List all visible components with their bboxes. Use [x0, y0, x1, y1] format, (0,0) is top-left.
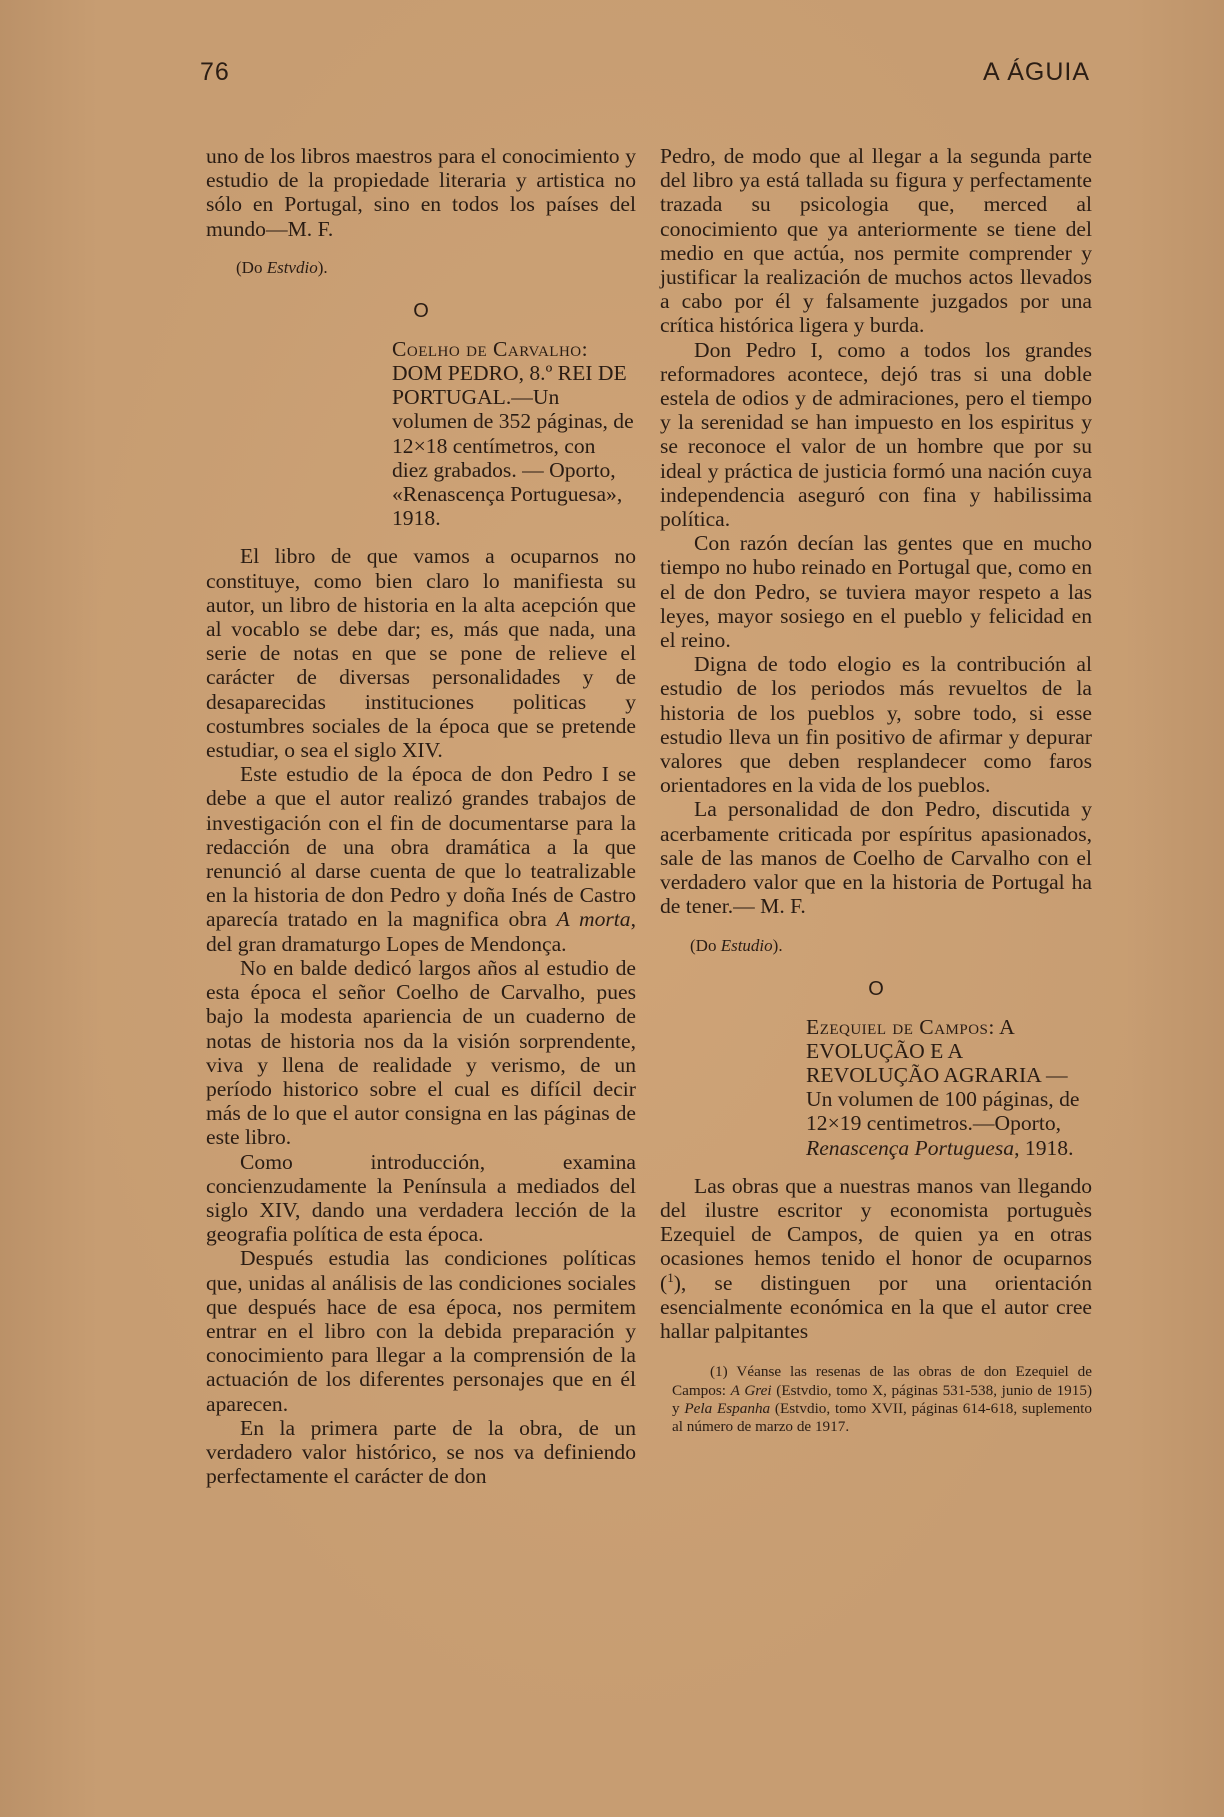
paragraph: No en balde dedicó largos años al estudio de esta época el señor Coelho de Carvalho, pues bajo la modesta apariencia de un cuaderno de notas de historia nos da la visión sorprendente, viva y llena de realidade y verismo, de un período historico sobre el cual es difícil decir más de lo que el autor consigna en las páginas de este libro. — [206, 955, 636, 1150]
review-details: DOM PEDRO, 8.º REI DE PORTUGAL.—Un volumen de 352 páginas, de 12×18 centímetros, con diez grabados. — Oporto, «Renascença Portuguesa», 1918. — [392, 361, 634, 531]
review-author: Coelho de Carvalho: — [392, 336, 589, 361]
right-column — [660, 144, 1092, 1437]
paragraph: Don Pedro I, como a todos los grandes reformadores acontece, dejó tras si una doble estela de odios y de admiraciones, pero el tiempo y la serenidad se han impuesto en los espiritus y se reconoce el valor de un hombre que por su ideal y práctica de justicia formó una nación cuya independencia aseguró con fina y habilissima política. — [660, 337, 1092, 532]
paragraph: Con razón decían las gentes que en mucho tiempo no hubo reinado en Portugal que, como en el de don Pedro, se tuviera mayor respeto a las leyes, mayor sosiego en el pueblo y felicidad en el reino. — [660, 531, 1092, 653]
review-details: , 1918. — [1014, 1135, 1074, 1160]
review-author: Ezequiel de Campos: — [806, 1014, 995, 1039]
footnote-reference: 1 — [667, 1269, 674, 1285]
footnote-text: Véanse las resenas de las obras de don Ezequiel de Campos: — [672, 1363, 1092, 1399]
footnote-work-title: A Grei — [730, 1381, 772, 1399]
paragraph-text: Este estudio de la época de don Pedro I se debe a que el autor realizó grandes trabajos de investigación con el fin de documentarse para la redacción de una obra dramática a la que renunció al darse cuenta de que lo teatralizable en la historia de don Pedro y doña Inés de Castro aparecía tratado en la magnifica obra — [206, 762, 636, 932]
section-separator: O — [868, 977, 884, 1000]
source-prefix: (Do — [236, 257, 267, 277]
source-title: Estvdio — [266, 257, 318, 277]
paragraph: El libro de que vamos a ocuparnos no constituye, como bien claro lo manifiesta su autor, un libro de historia en la alta acepción que al vocablo se debe dar; es, más que nada, una serie de notas en que se pone de relieve el carácter de diversas personalidades y de desaparecidas instituciones politicas y costumbres sociales de la época que se pretende estudiar, o sea el siglo XIV. — [206, 544, 636, 763]
paragraph: Después estudia las condiciones políticas que, unidas al análisis de las condiciones sociales que después hace de esa época, nos permitem entrar en el libro con la debida preparación y conocimiento para llegar a la comprensión de la actuación de los diferentes personajes que en él aparecen. — [206, 1246, 636, 1416]
source-citation — [206, 257, 636, 279]
review-heading — [392, 337, 636, 531]
footnote-text: (Estvdio, tomo XVII, páginas 614-618, suplemento al número de marzo de 1917. — [672, 1399, 1092, 1436]
left-column — [206, 144, 636, 1488]
review-heading — [806, 1015, 1092, 1160]
footnote — [660, 1363, 1092, 1437]
source-suffix: ). — [317, 257, 328, 277]
source-title: Estudio — [720, 935, 773, 955]
paragraph — [206, 762, 636, 956]
journal-title: A ÁGUIA — [982, 58, 1090, 86]
paragraph: La personalidad de don Pedro, discutida y acerbamente criticada por espíritus apasionados, sale de las manos de Coelho de Carvalho con el verdadero valor que en la historia de Portugal ha de tener.— M. F. — [660, 797, 1092, 919]
paragraph: Digna de todo elogio es la contribución al estudio de los periodos más revueltos de la historia de los pueblos y, sobre todo, si esse estudio lleva un fin positivo de afirmar y depurar valores que deben resplandecer como faros orientadores en la vida de los pueblos. — [660, 652, 1092, 798]
footnote-mark: (1) — [710, 1363, 728, 1381]
paragraph — [660, 1174, 1092, 1343]
paragraph: En la primera parte de la obra, de un verdadero valor histórico, se nos va definiendo perfectamente el carácter de don — [206, 1415, 636, 1489]
paragraph-text: , del gran dramaturgo Lopes de Mendonça. — [206, 907, 636, 956]
paragraph: Como introducción, examina concienzudamente la Península a mediados del siglo XIV, dando una verdadera lección de la geografia política de esta época. — [206, 1149, 636, 1247]
section-separator: O — [413, 299, 429, 322]
paragraph: Pedro, de modo que al llegar a la segunda parte del libro ya está tallada su figura y perfectamente trazada su psicologia que, merced al conocimiento que ya anteriormente se tiene del medio en que actúa, nos permite comprender y justificar la realización de muchos actos llevados a cabo por él y falsamente juzgados por una crítica histórica ligera y burda. — [660, 144, 1092, 338]
paragraph-text: ), se distinguen por una orientación esencialmente económica en la que el autor cree hallar palpitantes — [660, 1270, 1092, 1343]
footnote-text: (Estvdio, tomo X, páginas 531-538, junio de 1915) y — [672, 1381, 1092, 1417]
running-head — [200, 58, 1090, 94]
review-details: A EVOLUÇÃO E A REVOLUÇÃO AGRARIA — Un volumen de 100 páginas, de 12×19 centimetros.—Oporto, — [806, 1014, 1080, 1136]
review-publisher: Renascença Portuguesa — [806, 1135, 1015, 1160]
source-suffix: ). — [772, 935, 783, 955]
paragraph-text: Las obras que a nuestras manos van llegando del ilustre escritor y economista portuguès Ezequiel de Campos, de quien ya en otras ocasiones hemos tenido el honor de ocuparnos ( — [660, 1173, 1092, 1295]
footnote-work-title: Pela Espanha — [684, 1399, 771, 1417]
page-number: 76 — [200, 58, 230, 86]
source-prefix: (Do — [690, 935, 721, 955]
source-citation — [660, 935, 1092, 957]
paragraph: uno de los libros maestros para el conocimiento y estudio de la propiedade literaria y artistica no sólo en Portugal, sino en todos los países del mundo—M. F. — [206, 144, 636, 241]
work-title: A morta — [556, 907, 631, 932]
